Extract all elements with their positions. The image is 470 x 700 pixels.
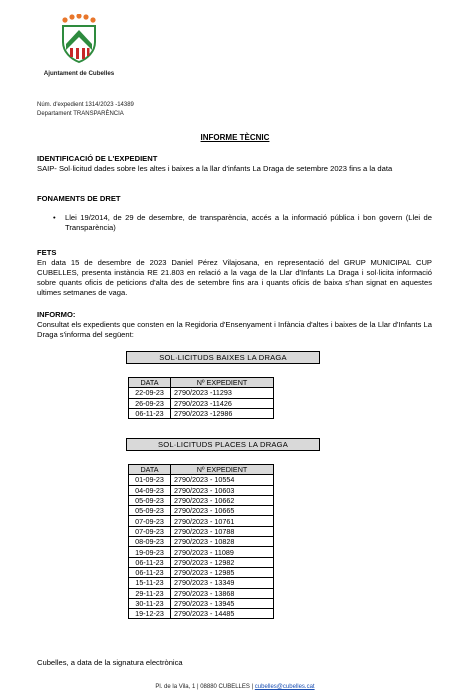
enrollments-title: SOL·LICITUDS PLACES LA DRAGA [126, 438, 320, 451]
legal-basis-item [37, 213, 432, 233]
table-row [129, 609, 274, 619]
report-text: Consultat els expedients que consten en la Regidoria d'Ensenyament i Infància d'altes i baixes de la Llar d'Infants La Draga s'informa del següent: [37, 320, 432, 339]
table-row [129, 475, 274, 485]
report-section [37, 310, 432, 340]
row-date: 07-09-23 [129, 526, 171, 536]
table-header-row [129, 465, 274, 475]
row-number: 2790/2023 -11293 [171, 388, 274, 398]
table-header-row [129, 378, 274, 388]
row-number: 2790/2023 - 11089 [171, 547, 274, 557]
closing-line: Cubelles, a data de la signatura electrònica [37, 658, 183, 667]
row-number: 2790/2023 - 10788 [171, 526, 274, 536]
table-row [129, 485, 274, 495]
table-row [129, 408, 274, 418]
legal-basis-section [37, 194, 432, 233]
table-row [129, 516, 274, 526]
row-date: 04-09-23 [129, 485, 171, 495]
legal-basis-heading: FONAMENTS DE DRET [37, 194, 121, 203]
row-number: 2790/2023 - 13945 [171, 598, 274, 608]
row-date: 06-11-23 [129, 557, 171, 567]
column-header-date: DATA [129, 378, 171, 388]
row-number: 2790/2023 - 13349 [171, 578, 274, 588]
row-date: 06-11-23 [129, 567, 171, 577]
department: Departament TRANSPARÈNCIA [37, 111, 124, 117]
enrollments-table [128, 464, 274, 619]
table-row [129, 537, 274, 547]
table-row [129, 398, 274, 408]
row-number: 2790/2023 - 10828 [171, 537, 274, 547]
row-number: 2790/2023 - 14485 [171, 609, 274, 619]
row-date: 08-09-23 [129, 537, 171, 547]
row-date: 29-11-23 [129, 588, 171, 598]
identification-heading: IDENTIFICACIÓ DE L'EXPEDIENT [37, 154, 158, 163]
row-date: 19-09-23 [129, 547, 171, 557]
row-number: 2790/2023 - 10662 [171, 495, 274, 505]
identification-section [37, 154, 432, 174]
footer [0, 684, 470, 690]
column-header-number: Nº EXPEDIENT [171, 378, 274, 388]
table-row [129, 506, 274, 516]
legal-basis-text: Llei 19/2014, de 29 de desembre, de transparència, accés a la informació pública i bon govern (Llei de Transparència) [65, 213, 432, 232]
facts-section [37, 248, 432, 298]
row-number: 2790/2023 - 12982 [171, 557, 274, 567]
municipal-logo [37, 14, 121, 80]
row-number: 2790/2023 - 10761 [171, 516, 274, 526]
row-number: 2790/2023 - 13868 [171, 588, 274, 598]
table-row [129, 526, 274, 536]
row-date: 01-09-23 [129, 475, 171, 485]
document-title: INFORME TÈCNIC [200, 133, 270, 142]
table-row [129, 495, 274, 505]
email-link[interactable]: cubelles@cubelles.cat [254, 684, 315, 690]
withdrawals-title: SOL·LICITUDS BAIXES LA DRAGA [126, 351, 320, 364]
coat-of-arms-icon [55, 14, 103, 68]
row-date: 07-09-23 [129, 516, 171, 526]
facts-heading: FETS [37, 248, 57, 257]
row-date: 06-11-23 [129, 408, 171, 418]
row-date: 19-12-23 [129, 609, 171, 619]
column-header-date: DATA [129, 465, 171, 475]
bullet-icon: • [53, 213, 56, 222]
table-row [129, 588, 274, 598]
row-date: 05-09-23 [129, 495, 171, 505]
footer-address: Pl. de la Vila, 1 | 08880 CUBELLES | [155, 684, 255, 690]
row-number: 2790/2023 -11426 [171, 398, 274, 408]
row-date: 30-11-23 [129, 598, 171, 608]
table-row [129, 567, 274, 577]
withdrawals-table [128, 377, 274, 419]
org-name: Ajuntament de Cubelles [43, 70, 115, 77]
row-date: 15-11-23 [129, 578, 171, 588]
identification-text: SAIP- Sol·licitud dades sobre les altes i baixes a la llar d'infants La Draga de setembre 2023 fins a la data [37, 164, 393, 173]
row-date: 26-09-23 [129, 398, 171, 408]
row-number: 2790/2023 - 10554 [171, 475, 274, 485]
row-number: 2790/2023 - 12985 [171, 567, 274, 577]
table-row [129, 598, 274, 608]
expedient-number: Núm. d'expedient 1314/2023 -14389 [37, 102, 134, 108]
row-number: 2790/2023 - 10603 [171, 485, 274, 495]
table-row [129, 388, 274, 398]
row-number: 2790/2023 - 10665 [171, 506, 274, 516]
document-meta [37, 101, 134, 119]
table-row [129, 557, 274, 567]
column-header-number: Nº EXPEDIENT [171, 465, 274, 475]
row-number: 2790/2023 -12986 [171, 408, 274, 418]
report-heading: INFORMO: [37, 310, 76, 319]
table-row [129, 578, 274, 588]
table-row [129, 547, 274, 557]
row-date: 05-09-23 [129, 506, 171, 516]
facts-text: En data 15 de desembre de 2023 Daniel Pérez Vilajosana, en representació del GRUP MUNICIPAL CUP CUBELLES, presenta instància RE 21.803 en relació a la vaga de la Llar d'Infants La Draga i sol·licita informació sobre quants oficis de peticions d'alta des de setembre fins ara i quants oficis de baixa s'han signat en aquestes ultimes setmanes de vaga. [37, 258, 432, 297]
row-date: 22-09-23 [129, 388, 171, 398]
